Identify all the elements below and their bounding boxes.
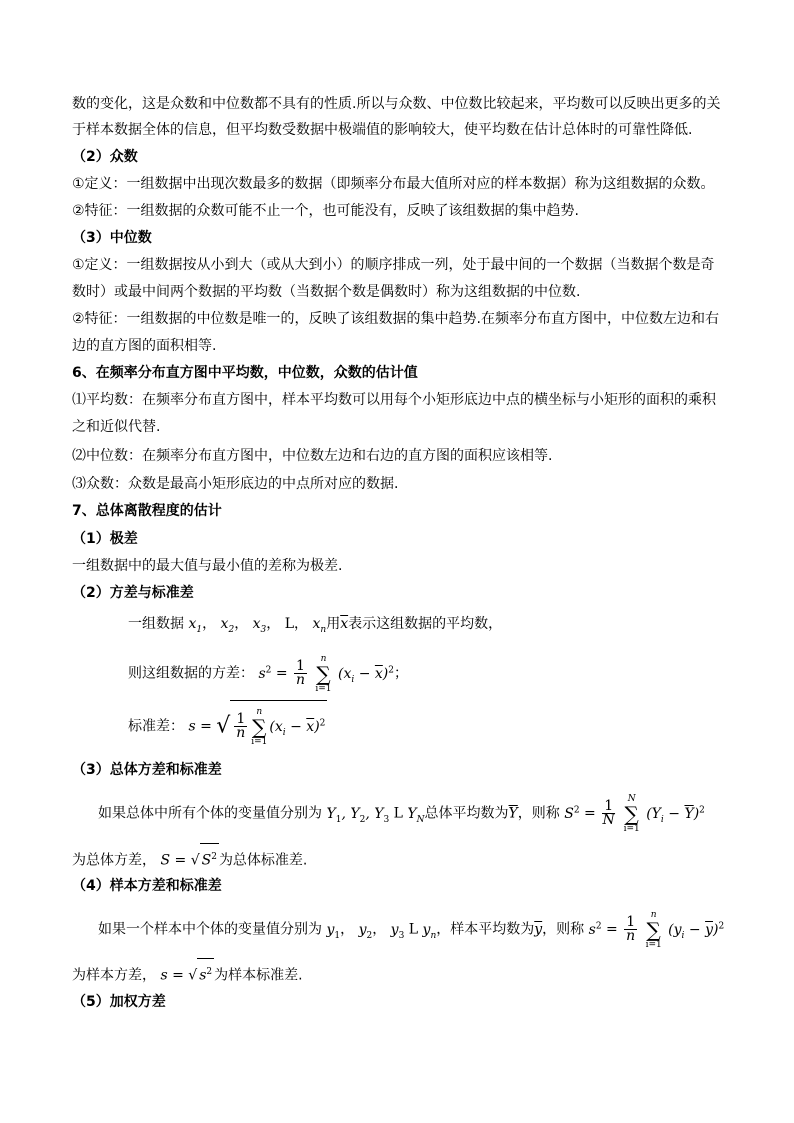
formula-line-population-result: 为总体方差， S = √ $S^2$ 为总体标准差.	[72, 843, 307, 874]
heading-variance: （2）方差与标准差	[72, 585, 194, 601]
radical-symbol: √	[216, 713, 231, 739]
heading-median: （3）中位数	[72, 230, 152, 246]
heading-sample-variance: （4）样本方差和标准差	[72, 878, 222, 894]
text-line: ⑵中位数：在频率分布直方图中，中位数左边和右边的直方图的面积应该相等.	[72, 448, 553, 464]
text-line: 于样本数据全体的信息，但平均数受数据中极端值的影响较大，使平均数在估计总体时的可靠性降低.	[72, 122, 693, 138]
text-line: ⑴平均数：在频率分布直方图中，样本平均数可以用每个小矩形底边中点的横坐标与小矩形的面积的乘积	[72, 392, 716, 408]
heading-section-7: 7、总体离散程度的估计	[72, 503, 222, 519]
heading-population-variance: （3）总体方差和标准差	[72, 762, 222, 778]
formula-line-sample-result: 为样本方差， s = √ $s^2$ 为样本标准差.	[72, 958, 303, 989]
formula-line-std: 标准差： s = √ $\frac{1}{n}$ n ∑ i=1 $(x_i - \overline{x})^2$	[128, 700, 327, 754]
text-line: 一组数据中的最大值与最小值的差称为极差.	[72, 558, 343, 574]
text-line: 边的直方图的面积相等.	[72, 338, 217, 354]
text-line: 数的变化，这是众数和中位数都不具有的性质.所以与众数、中位数比较起来，平均数可以反映出更多的关	[72, 96, 721, 112]
text-line: ②特征：一组数据的众数可能不止一个，也可能没有，反映了该组数据的集中趋势.	[72, 203, 579, 219]
heading-mode: （2）众数	[72, 149, 138, 165]
text-line: ②特征：一组数据的中位数是唯一的，反映了该组数据的集中趋势.在频率分布直方图中，中位数左边和右	[72, 311, 719, 327]
summation-symbol: n ∑ i=1	[315, 653, 332, 694]
text-line: ①定义：一组数据中出现次数最多的数据（即频率分布最大值所对应的样本数据）称为这组数据的众数。	[72, 176, 715, 192]
text-line: 之和近似代替.	[72, 419, 161, 435]
heading-weighted-variance: （5）加权方差	[72, 994, 166, 1010]
text-line: ⑶众数：众数是最高小矩形底边的中点所对应的数据.	[72, 476, 399, 492]
formula-line-sample: 如果一个样本中个体的变量值分别为 $y_1$， $y_2$， $y_3$ L $y_n$，样本平均数为$\overline{y}$，则称 $s^2$ = $\frac{1}{n}$ n ∑ i=1 $(y_i - \overline{y})^2$	[98, 909, 725, 950]
formula-line-variance: 则这组数据的方差： $s^2$ = $\frac{1}{n}$ n ∑ i=1 $(x_i - \overline{x})^2$；	[128, 653, 408, 694]
math-expression: $x_1$	[188, 616, 203, 635]
heading-range: （1）极差	[72, 531, 138, 547]
heading-section-6: 6、在频率分布直方图中平均数，中位数，众数的估计值	[72, 365, 418, 381]
text-line: ①定义：一组数据按从小到大（或从大到小）的顺序排成一列，处于最中间的一个数据（当数据个数是奇	[72, 257, 715, 273]
formula-line-data-set: 一组数据 $x_1$， $x_2$， $x_3$， L， $x_n$用$\overline{x}$表示这组数据的平均数，	[128, 616, 503, 635]
formula-line-population: 如果总体中所有个体的变量值分别为 $Y_1$, $Y_2$, $Y_3$ L $Y_N$总体平均数为$\overline{Y}$，则称 $S^2$ = $\frac{1}{N}$ N ∑ i=1 $(Y_i - \overline{Y})^2$	[98, 793, 705, 834]
text-line: 数时）或最中间两个数据的平均数（当数据个数是偶数时）称为这组数据的中位数.	[72, 284, 581, 300]
fraction: $\frac{1}{n}$	[295, 658, 305, 689]
